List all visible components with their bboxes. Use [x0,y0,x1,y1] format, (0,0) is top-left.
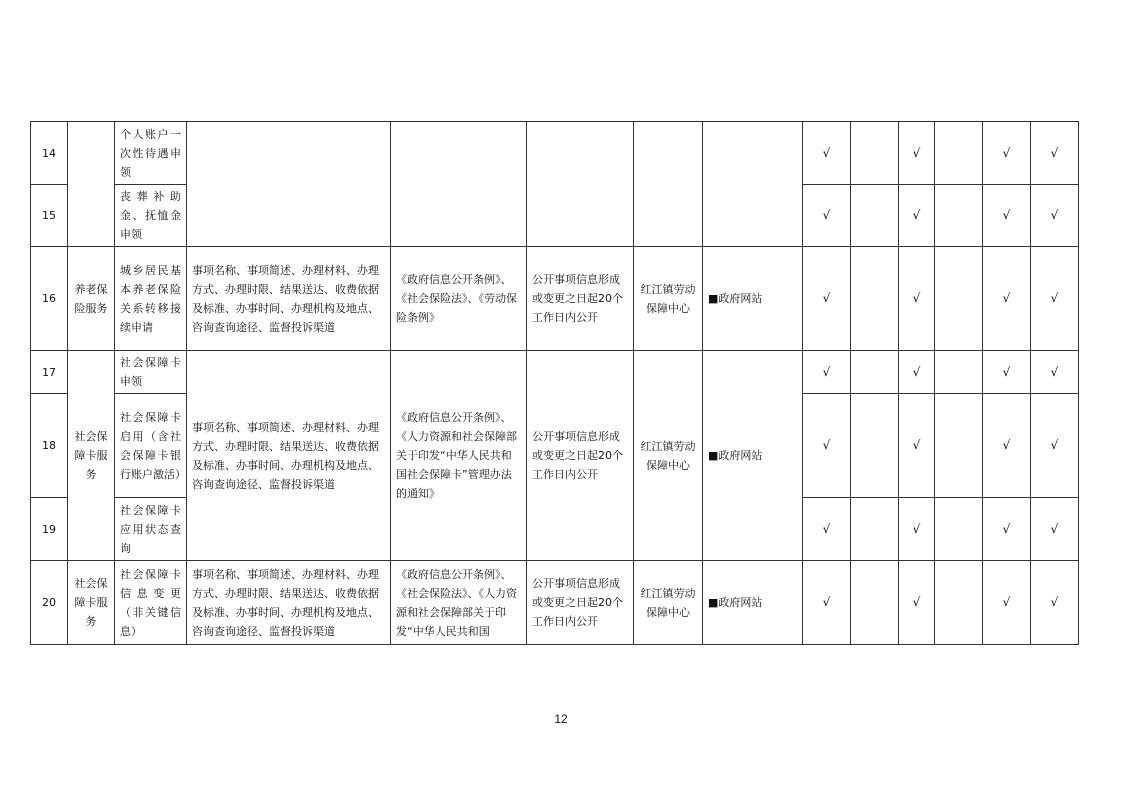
check-cell: √ [983,185,1031,247]
row-number: 18 [31,394,68,498]
check-cell: √ [983,561,1031,645]
check-cell: √ [899,394,935,498]
check-cell: √ [803,247,851,351]
item-name: 个人账户一次性待遇申领 [115,122,187,185]
check-cell [851,561,899,645]
disclosure-time: 公开事项信息形成或变更之日起20个工作日内公开 [527,561,634,645]
check-cell: √ [1031,351,1079,394]
check-cell: √ [983,247,1031,351]
check-cell: √ [983,498,1031,561]
disclosure-channel: ■政府网站 [703,351,803,561]
item-name: 城乡居民基本养老保险关系转移接续申请 [115,247,187,351]
check-cell: √ [983,122,1031,185]
check-cell [935,351,983,394]
check-cell [935,122,983,185]
check-cell [851,247,899,351]
disclosure-basis: 《政府信息公开条例》、《人力资源和社会保障部关于印发“中华人民共和国社会保障卡”管理办法的通知》 [391,351,527,561]
table-row [31,247,1079,351]
category-cell: 养老保险服务 [68,247,115,351]
category-cell: 社会保障卡服务 [68,351,115,561]
check-cell [851,394,899,498]
check-cell: √ [899,351,935,394]
disclosure-content: 事项名称、事项简述、办理材料、办理方式、办理时限、结果送达、收费依据及标准、办事时间、办理机构及地点、咨询查询途径、监督投诉渠道 [187,351,391,561]
disclosure-subject: 红江镇劳动保障中心 [634,247,703,351]
check-cell [935,247,983,351]
disclosure-channel: ■政府网站 [703,561,803,645]
table-row [31,561,1079,645]
check-cell [851,498,899,561]
check-cell: √ [899,185,935,247]
disclosure-subject: 红江镇劳动保障中心 [634,351,703,561]
check-cell: √ [899,561,935,645]
row-number: 16 [31,247,68,351]
disclosure-content: 事项名称、事项简述、办理材料、办理方式、办理时限、结果送达、收费依据及标准、办事时间、办理机构及地点、咨询查询途径、监督投诉渠道 [187,561,391,645]
check-cell [851,351,899,394]
channel-cell-empty [703,122,803,247]
row-number: 17 [31,351,68,394]
check-cell: √ [983,351,1031,394]
category-cell-empty [68,122,115,247]
check-cell [851,185,899,247]
item-name: 社会保障卡申领 [115,351,187,394]
check-cell: √ [803,498,851,561]
check-cell [935,394,983,498]
disclosure-content: 事项名称、事项简述、办理材料、办理方式、办理时限、结果送达、收费依据及标准、办事时间、办理机构及地点、咨询查询途径、监督投诉渠道 [187,247,391,351]
row-number: 14 [31,122,68,185]
item-name: 社会保障卡启用（含社会保障卡银行账户激活） [115,394,187,498]
check-cell: √ [803,122,851,185]
check-cell [935,185,983,247]
check-cell: √ [899,498,935,561]
time-cell-empty [527,122,634,247]
check-cell [935,498,983,561]
check-cell [935,561,983,645]
check-cell: √ [1031,122,1079,185]
row-number: 15 [31,185,68,247]
category-cell: 社会保障卡服务 [68,561,115,645]
check-cell: √ [1031,247,1079,351]
check-cell: √ [803,394,851,498]
disclosure-channel: ■政府网站 [703,247,803,351]
page-number: 12 [554,712,568,726]
disclosure-subject: 红江镇劳动保障中心 [634,561,703,645]
check-cell: √ [1031,561,1079,645]
disclosure-basis: 《政府信息公开条例》、《社会保险法》、《人力资源和社会保障部关于印发“中华人民共和国 [391,561,527,645]
disclosure-basis: 《政府信息公开条例》、《社会保险法》、《劳动保险条例》 [391,247,527,351]
subject-cell-empty [634,122,703,247]
check-cell: √ [983,394,1031,498]
check-cell: √ [1031,185,1079,247]
content-cell-empty [187,122,391,247]
disclosure-time: 公开事项信息形成或变更之日起20个工作日内公开 [527,247,634,351]
table-row [31,122,1079,185]
item-name: 社会保障卡信息变更（非关键信息） [115,561,187,645]
service-disclosure-table [30,121,1079,645]
row-number: 20 [31,561,68,645]
row-number: 19 [31,498,68,561]
check-cell: √ [803,185,851,247]
table-row [31,351,1079,394]
check-cell: √ [899,122,935,185]
item-name: 社会保障卡应用状态查询 [115,498,187,561]
basis-cell-empty [391,122,527,247]
check-cell: √ [803,561,851,645]
check-cell: √ [1031,498,1079,561]
check-cell: √ [803,351,851,394]
disclosure-time: 公开事项信息形成或变更之日起20个工作日内公开 [527,351,634,561]
check-cell: √ [1031,394,1079,498]
item-name: 丧葬补助金、抚恤金申领 [115,185,187,247]
check-cell: √ [899,247,935,351]
check-cell [851,122,899,185]
